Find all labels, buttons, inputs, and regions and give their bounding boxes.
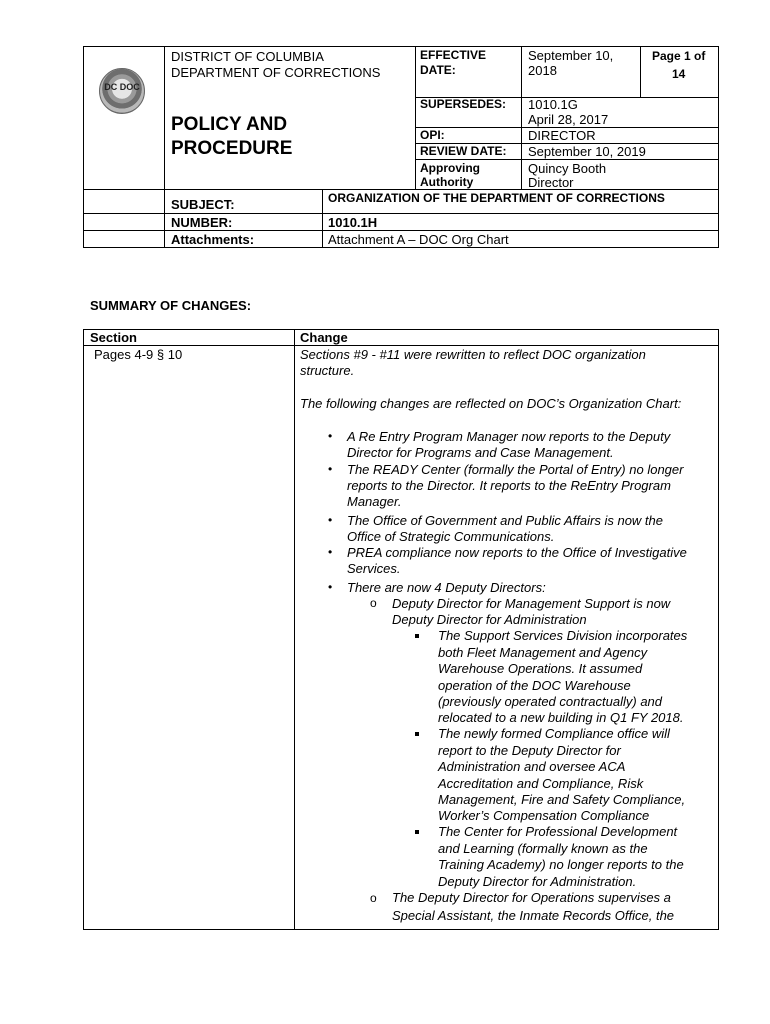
- column-header-section: Section: [90, 330, 137, 345]
- square-bullet-icon: [415, 634, 419, 638]
- approving-authority-label-2: Authority: [420, 175, 474, 189]
- sub-sub-bullet-1-line6: relocated to a new building in Q1 FY 2018.: [438, 710, 684, 725]
- sub-bullet-circle-icon: o: [370, 596, 377, 610]
- header-divider-page: [640, 46, 641, 98]
- bullet-dot-icon: •: [328, 462, 333, 476]
- approving-authority-label-1: Approving: [420, 161, 480, 175]
- square-bullet-icon: [415, 830, 419, 834]
- bullet-3-line2: Office of Strategic Communications.: [347, 529, 555, 544]
- square-bullet-icon: [415, 732, 419, 736]
- effective-date-label-1: EFFECTIVE: [420, 48, 487, 62]
- supersedes-value-2: April 28, 2017: [528, 112, 609, 127]
- bullet-dot-icon: •: [328, 429, 333, 443]
- dc-doc-seal-logo: [99, 68, 145, 114]
- bullet-dot-icon: •: [328, 580, 333, 594]
- bullet-5-line1: There are now 4 Deputy Directors:: [347, 580, 546, 595]
- effective-date-value-1: September 10,: [528, 48, 614, 63]
- number-value: 1010.1H: [328, 215, 378, 230]
- header-line-number: [83, 213, 719, 214]
- bullet-3-line1: The Office of Government and Public Affairs is now the: [347, 513, 663, 528]
- seal-lettering: DC DOC: [104, 82, 140, 92]
- subject-value: ORGANIZATION OF THE DEPARTMENT OF CORRECTIONS: [328, 191, 665, 205]
- header-line-subject: [83, 189, 719, 190]
- sub-sub-bullet-2-line1: The newly formed Compliance office will: [438, 726, 670, 741]
- supersedes-value-1: 1010.1G: [528, 97, 578, 112]
- document-type-line2: PROCEDURE: [171, 138, 293, 159]
- summary-table-divider: [294, 329, 295, 930]
- sub-sub-bullet-2-line6: Worker’s Compensation Compliance: [438, 808, 650, 823]
- approving-authority-name: Quincy Booth: [528, 161, 607, 176]
- bullet-2-line2: reports to the Director. It reports to the ReEntry Program: [347, 478, 671, 493]
- header-divider-values: [521, 46, 522, 190]
- header-divider-subject: [322, 189, 323, 248]
- sub-sub-bullet-2-line2: report to the Deputy Director for: [438, 743, 621, 758]
- opi-value: DIRECTOR: [528, 128, 596, 143]
- header-bottom-border: [83, 247, 719, 248]
- opi-label: OPI:: [420, 128, 445, 142]
- header-right-border: [718, 46, 719, 248]
- summary-table-top: [83, 329, 719, 330]
- header-line-approving: [415, 159, 719, 160]
- summary-table-right: [718, 329, 719, 930]
- header-divider-logo: [164, 46, 165, 248]
- review-date-value: September 10, 2019: [528, 144, 646, 159]
- effective-date-value-2: 2018: [528, 63, 557, 78]
- sub-bullet-2-line2: Special Assistant, the Inmate Records Office, the: [392, 908, 675, 923]
- header-line-attachments: [83, 230, 719, 231]
- sub-sub-bullet-1-line1: The Support Services Division incorporates: [438, 628, 688, 643]
- approving-authority-title: Director: [528, 175, 574, 190]
- bullet-4-line2: Services.: [347, 561, 401, 576]
- review-date-label: REVIEW DATE:: [420, 144, 507, 158]
- attachments-label: Attachments:: [171, 232, 255, 247]
- sub-sub-bullet-3-line3: Training Academy) no longer reports to the: [438, 857, 684, 872]
- sub-sub-bullet-1-line5: (previously operated contractually) and: [438, 694, 663, 709]
- sub-sub-bullet-1-line3: Warehouse Operations. It assumed: [438, 661, 643, 676]
- sub-bullet-2-line1: The Deputy Director for Operations supervises a: [392, 890, 671, 905]
- number-label: NUMBER:: [171, 215, 233, 230]
- bullet-1-line1: A Re Entry Program Manager now reports to the Deputy: [347, 429, 671, 444]
- header-top-border: [83, 46, 719, 47]
- bullet-2-line1: The READY Center (formally the Portal of Entry) no longer: [347, 462, 684, 477]
- sub-sub-bullet-3-line4: Deputy Director for Administration.: [438, 874, 637, 889]
- sub-sub-bullet-2-line3: Administration and oversee ACA: [438, 759, 626, 774]
- summary-heading: SUMMARY OF CHANGES:: [90, 298, 252, 313]
- document-type-line1: POLICY AND: [171, 114, 288, 135]
- header-divider-labels: [415, 46, 416, 190]
- summary-table-header-line: [83, 345, 719, 346]
- sub-bullet-circle-icon: o: [370, 891, 377, 905]
- summary-table-left: [83, 329, 84, 930]
- sub-sub-bullet-2-line5: Management, Fire and Safety Compliance,: [438, 792, 686, 807]
- attachments-value: Attachment A – DOC Org Chart: [328, 232, 509, 247]
- bullet-dot-icon: •: [328, 545, 333, 559]
- column-header-change: Change: [300, 330, 348, 345]
- bullet-4-line1: PREA compliance now reports to the Office of Investigative: [347, 545, 687, 560]
- bullet-2-line3: Manager.: [347, 494, 402, 509]
- agency-name-line1: DISTRICT OF COLUMBIA: [171, 49, 324, 64]
- page-count-label-2: 14: [672, 67, 686, 81]
- agency-name-line2: DEPARTMENT OF CORRECTIONS: [171, 65, 381, 80]
- sub-sub-bullet-1-line4: operation of the DOC Warehouse: [438, 678, 631, 693]
- header-left-border: [83, 46, 84, 248]
- bullet-1-line2: Director for Programs and Case Management.: [347, 445, 614, 460]
- effective-date-label-2: DATE:: [420, 63, 456, 77]
- section-reference: Pages 4-9 § 10: [94, 347, 183, 362]
- sub-sub-bullet-3-line1: The Center for Professional Development: [438, 824, 678, 839]
- subject-label: SUBJECT:: [171, 197, 235, 212]
- sub-bullet-1-line1: Deputy Director for Management Support is now: [392, 596, 671, 611]
- change-following-text: The following changes are reflected on DOC’s Organization Chart:: [300, 396, 682, 411]
- sub-sub-bullet-1-line2: both Fleet Management and Agency: [438, 645, 648, 660]
- change-intro-line1: Sections #9 - #11 were rewritten to reflect DOC organization: [300, 347, 646, 362]
- bullet-dot-icon: •: [328, 513, 333, 527]
- supersedes-label: SUPERSEDES:: [420, 97, 507, 111]
- change-intro-line2: structure.: [300, 363, 355, 378]
- sub-sub-bullet-3-line2: and Learning (formally known as the: [438, 841, 648, 856]
- summary-table-bottom: [83, 929, 719, 930]
- sub-bullet-1-line2: Deputy Director for Administration: [392, 612, 587, 627]
- page-count-label-1: Page 1 of: [652, 49, 706, 63]
- sub-sub-bullet-2-line4: Accreditation and Compliance, Risk: [438, 776, 644, 791]
